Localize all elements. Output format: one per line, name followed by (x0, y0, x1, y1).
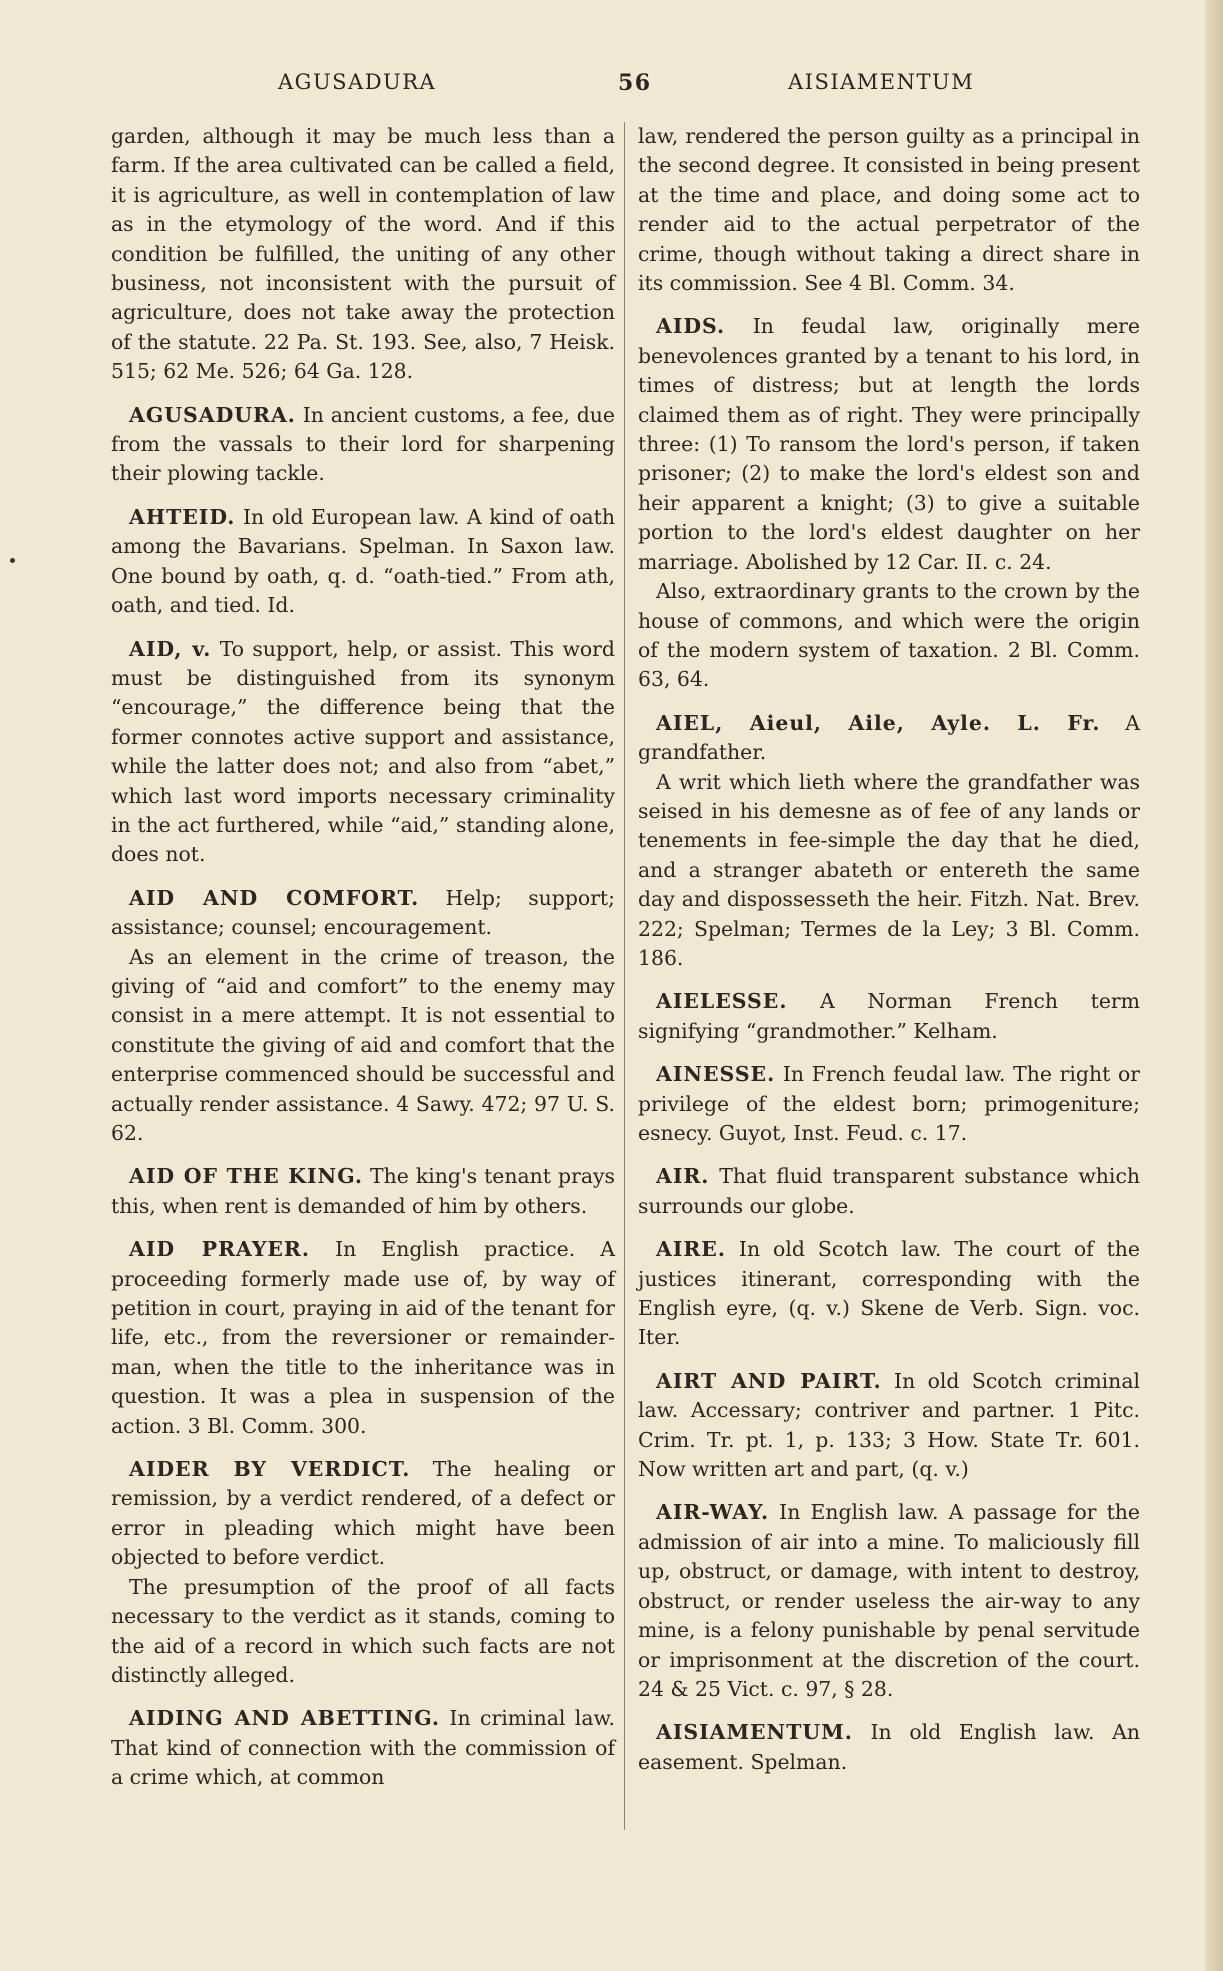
entry-definition: A Norman French term signifying “grandmother.” Kelham. (638, 989, 1140, 1043)
entry-definition: To support, help, or assist. This word must be distinguished from its synonym “encourage,” the difference being that the former connotes active support and assistance, while the latter does not; and also from “abet,” which last word imports necessary criminality in the act furthered, while “aid,” standing alone, does not. (111, 636, 615, 867)
entry-term: AID AND COMFORT. (129, 885, 420, 910)
entry-definition: In criminal law. That kind of connection with the commission of a crime which, at common (111, 1706, 615, 1790)
continued-text: law, rendered the person guilty as a principal in the second degree. It consisted in being present at the time and place, and doing some act to render aid to the actual perpetrator of the crime, though without taking a direct share in its commission. See 4 Bl. Comm. 34. (638, 124, 1140, 296)
dictionary-entry (638, 709, 1140, 768)
dictionary-entry (638, 1718, 1140, 1777)
entry-definition: In old English law. An easement. Spelman. (638, 1720, 1140, 1774)
entry-definition: In old Scotch criminal law. Accessary; contriver and partner. 1 Pitc. Crim. Tr. pt. 1, p. 133; 3 How. State Tr. 601. Now written art and part, (q. v.) (638, 1368, 1140, 1482)
dictionary-entry (638, 1498, 1140, 1704)
dictionary-entry (638, 1235, 1140, 1353)
entry-definition: A grandfather. (638, 710, 1140, 765)
entry-paragraph: Also, extraordinary grants to the crown by the house of commons, and which were the origin of the modern system of taxation. 2 Bl. Comm. 63, 64. (638, 579, 1140, 692)
entry-definition: In English law. A passage for the admission of air into a mine. To maliciously fill up, obstruct, or damage, with intent to destroy, obstruct, or render useless the air-way to any mine, is a felony punishable by penal servitude or imprisonment at the discretion of the court. 24 & 25 Vict. c. 97, § 28. (638, 1500, 1140, 1701)
entry-term: AIRT AND PAIRT. (656, 1368, 882, 1393)
dictionary-entry (638, 1162, 1140, 1221)
entry-term: AID PRAYER. (129, 1237, 310, 1262)
entry-definition: In old European law. A kind of oath among the Bavarians. Spelman. In Saxon law. One bound by oath, q. d. “oath-tied.” From ath, oath, and tied. Id. (111, 504, 615, 618)
right-column (638, 122, 1140, 1777)
dictionary-entry (111, 635, 615, 870)
right-guide-word: AISIAMENTUM (788, 70, 975, 94)
dictionary-entry (638, 1367, 1140, 1485)
running-header (0, 64, 1223, 100)
dictionary-entry (111, 1455, 615, 1573)
entry-term: AID OF THE KING. (129, 1164, 363, 1189)
dictionary-entry (638, 987, 1140, 1046)
entry-definition: In ancient customs, a fee, due from the vassals to their lord for sharpening their plowing tackle. (111, 402, 615, 486)
entry-definition: Help; support; assistance; counsel; encouragement. (111, 885, 615, 940)
entry-definition: In French feudal law. The right or privilege of the eldest born; primogeniture; esnecy. Guyot, Inst. Feud. c. 17. (638, 1062, 1140, 1145)
dictionary-entry (638, 1060, 1140, 1148)
entry-paragraph: A writ which lieth where the grandfather was seised in his demesne as of fee of any lands or tenements in fee-simple the day that he died, and a stranger abateth or entereth the same day and dispossesseth the heir. Fitzh. Nat. Brev. 222; Spelman; Termes de la Ley; 3 Bl. Comm. 186. (638, 769, 1140, 970)
entry-term: AHTEID. (129, 504, 236, 529)
dictionary-entry (111, 503, 615, 621)
entry-term: AISIAMENTUM. (656, 1720, 853, 1745)
entry-term: AIR-WAY. (656, 1500, 770, 1525)
dictionary-entry (111, 1704, 615, 1792)
entry-paragraph: As an element in the crime of treason, the giving of “aid and comfort” to the enemy may consist in a mere attempt. It is not essential to constitute the giving of aid and comfort that the enterprise commenced should be successful and actually render assistance. 4 Sawy. 472; 97 U. S. 62. (111, 944, 615, 1145)
entry-definition: In old Scotch law. The court of the justices itinerant, corresponding with the English eyre, (q. v.) Skene de Verb. Sign. voc. Iter. (638, 1237, 1140, 1350)
entry-definition: The king's tenant prays this, when rent is demanded of him by others. (111, 1164, 615, 1218)
entry-term: AIRE. (656, 1237, 726, 1262)
entry-definition: In English practice. A proceeding formerly made use of, by way of petition in court, praying in aid of the tenant for life, etc., from the reversioner or remainder-man, when the title to the inheritance was in question. It was a plea in suspension of the action. 3 Bl. Comm. 300. (111, 1237, 616, 1438)
entry-definition: The healing or remission, by a verdict rendered, of a defect or error in pleading which might have been objected to before verdict. (111, 1457, 615, 1570)
dictionary-entry (111, 1162, 615, 1221)
entry-term: AIDS. (656, 314, 726, 339)
left-column (111, 122, 615, 1793)
dictionary-entry (638, 312, 1140, 577)
entry-term: AINESSE. (656, 1062, 776, 1087)
entry-paragraph: The presumption of the proof of all facts necessary to the verdict as it stands, coming to the aid of a record in which such facts are not distinctly alleged. (111, 1574, 615, 1687)
entry-term: AIELESSE. (656, 989, 788, 1014)
entry-term: AIR. (656, 1164, 710, 1189)
page-edge (1205, 0, 1223, 1971)
column-divider (624, 122, 625, 1830)
entry-definition: In feudal law, originally mere benevolences granted by a tenant to his lord, in times of distress; but at length the lords claimed them as of right. They were principally three: (1) To ransom the lord's person, if taken prisoner; (2) to make the lord's eldest son and heir apparent a knight; (3) to give a suitable portion to the lord's eldest daughter on her marriage. Abolished by 12 Car. II. c. 24. (638, 314, 1140, 574)
dictionary-entry (111, 401, 615, 489)
dictionary-entry (111, 1235, 615, 1441)
entry-term: AIDING AND ABETTING. (129, 1706, 441, 1731)
entry-definition: That fluid transparent substance which surrounds our globe. (638, 1164, 1140, 1218)
dictionary-entry (111, 884, 615, 943)
continued-text: garden, although it may be much less than a farm. If the area cultivated can be called a field, it is agriculture, as well in contemplation of law as in the etymology of the word. And if this condition be fulfilled, the uniting of any other business, not inconsistent with the pursuit of agriculture, does not take away the protection of the statute. 22 Pa. St. 193. See, also, 7 Heisk. 515; 62 Me. 526; 64 Ga. 128. (111, 124, 615, 384)
page-number: 56 (618, 70, 652, 96)
entry-term: AIDER BY VERDICT. (129, 1457, 411, 1482)
entry-term: AIEL, Aieul, Aile, Ayle. L. Fr. (656, 710, 1101, 735)
entry-term: AID, v. (129, 636, 212, 661)
left-guide-word: AGUSADURA (278, 70, 437, 94)
entry-term: AGUSADURA. (129, 402, 296, 427)
ink-speck (10, 558, 15, 563)
